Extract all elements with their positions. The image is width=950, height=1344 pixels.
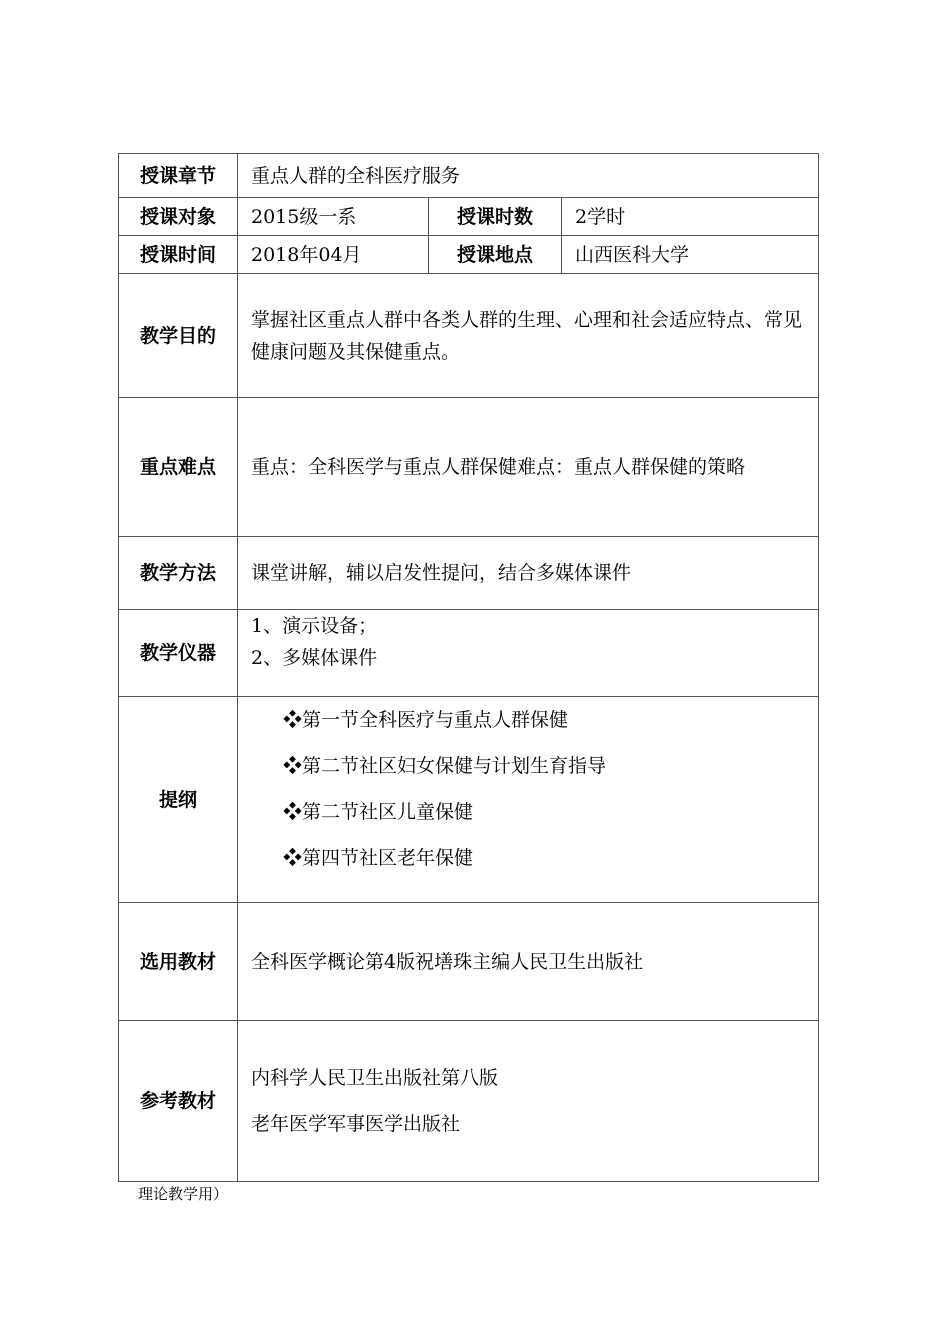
goal-label: 教学目的 [119, 274, 238, 398]
outline-list [238, 697, 819, 903]
textbook-label: 选用教材 [119, 903, 238, 1021]
outline-item: ❖第四节社区老年保健 [283, 847, 474, 869]
time-value: 2018年04月 [238, 236, 429, 274]
reference-item: 老年医学军事医学出版社 [251, 1113, 461, 1135]
textbook-value: 全科医学概论第4版祝墡珠主编人民卫生出版社 [238, 903, 819, 1021]
equipment-list [238, 610, 819, 697]
time-label: 授课时间 [119, 236, 238, 274]
outline-item: ❖第二节社区儿童保健 [283, 801, 474, 823]
row-goal [119, 274, 819, 398]
chapter-value: 重点人群的全科医疗服务 [238, 154, 819, 198]
row-equipment [119, 610, 819, 697]
reference-label: 参考教材 [119, 1021, 238, 1182]
equipment-label: 教学仪器 [119, 610, 238, 697]
hours-label: 授课时数 [429, 198, 562, 236]
method-label: 教学方法 [119, 537, 238, 610]
method-value: 课堂讲解，辅以启发性提问，结合多媒体课件 [238, 537, 819, 610]
row-audience [119, 198, 819, 236]
reference-list [238, 1021, 819, 1182]
row-reference [119, 1021, 819, 1182]
keypoints-value: 重点：全科医学与重点人群保健难点：重点人群保健的策略 [238, 398, 819, 537]
place-value: 山西医科大学 [562, 236, 819, 274]
outline-item: ❖第一节全科医疗与重点人群保健 [283, 709, 569, 731]
equipment-item: 2、多媒体课件 [251, 647, 378, 669]
lesson-plan-table [118, 153, 819, 1182]
row-outline [119, 697, 819, 903]
row-textbook [119, 903, 819, 1021]
audience-label: 授课对象 [119, 198, 238, 236]
hours-value: 2学时 [562, 198, 819, 236]
equipment-item: 1、演示设备； [251, 615, 378, 637]
audience-value: 2015级一系 [238, 198, 429, 236]
row-keypoints [119, 398, 819, 537]
row-chapter [119, 154, 819, 198]
row-time [119, 236, 819, 274]
outline-item: ❖第二节社区妇女保健与计划生育指导 [283, 755, 607, 777]
row-method [119, 537, 819, 610]
keypoints-label: 重点难点 [119, 398, 238, 537]
place-label: 授课地点 [429, 236, 562, 274]
chapter-label: 授课章节 [119, 154, 238, 198]
footnote: 理论教学用） [138, 1185, 229, 1203]
reference-item: 内科学人民卫生出版社第八版 [251, 1067, 499, 1089]
outline-label: 提纲 [119, 697, 238, 903]
goal-value: 掌握社区重点人群中各类人群的生理、心理和社会适应特点、常见健康问题及其保健重点。 [238, 274, 819, 398]
